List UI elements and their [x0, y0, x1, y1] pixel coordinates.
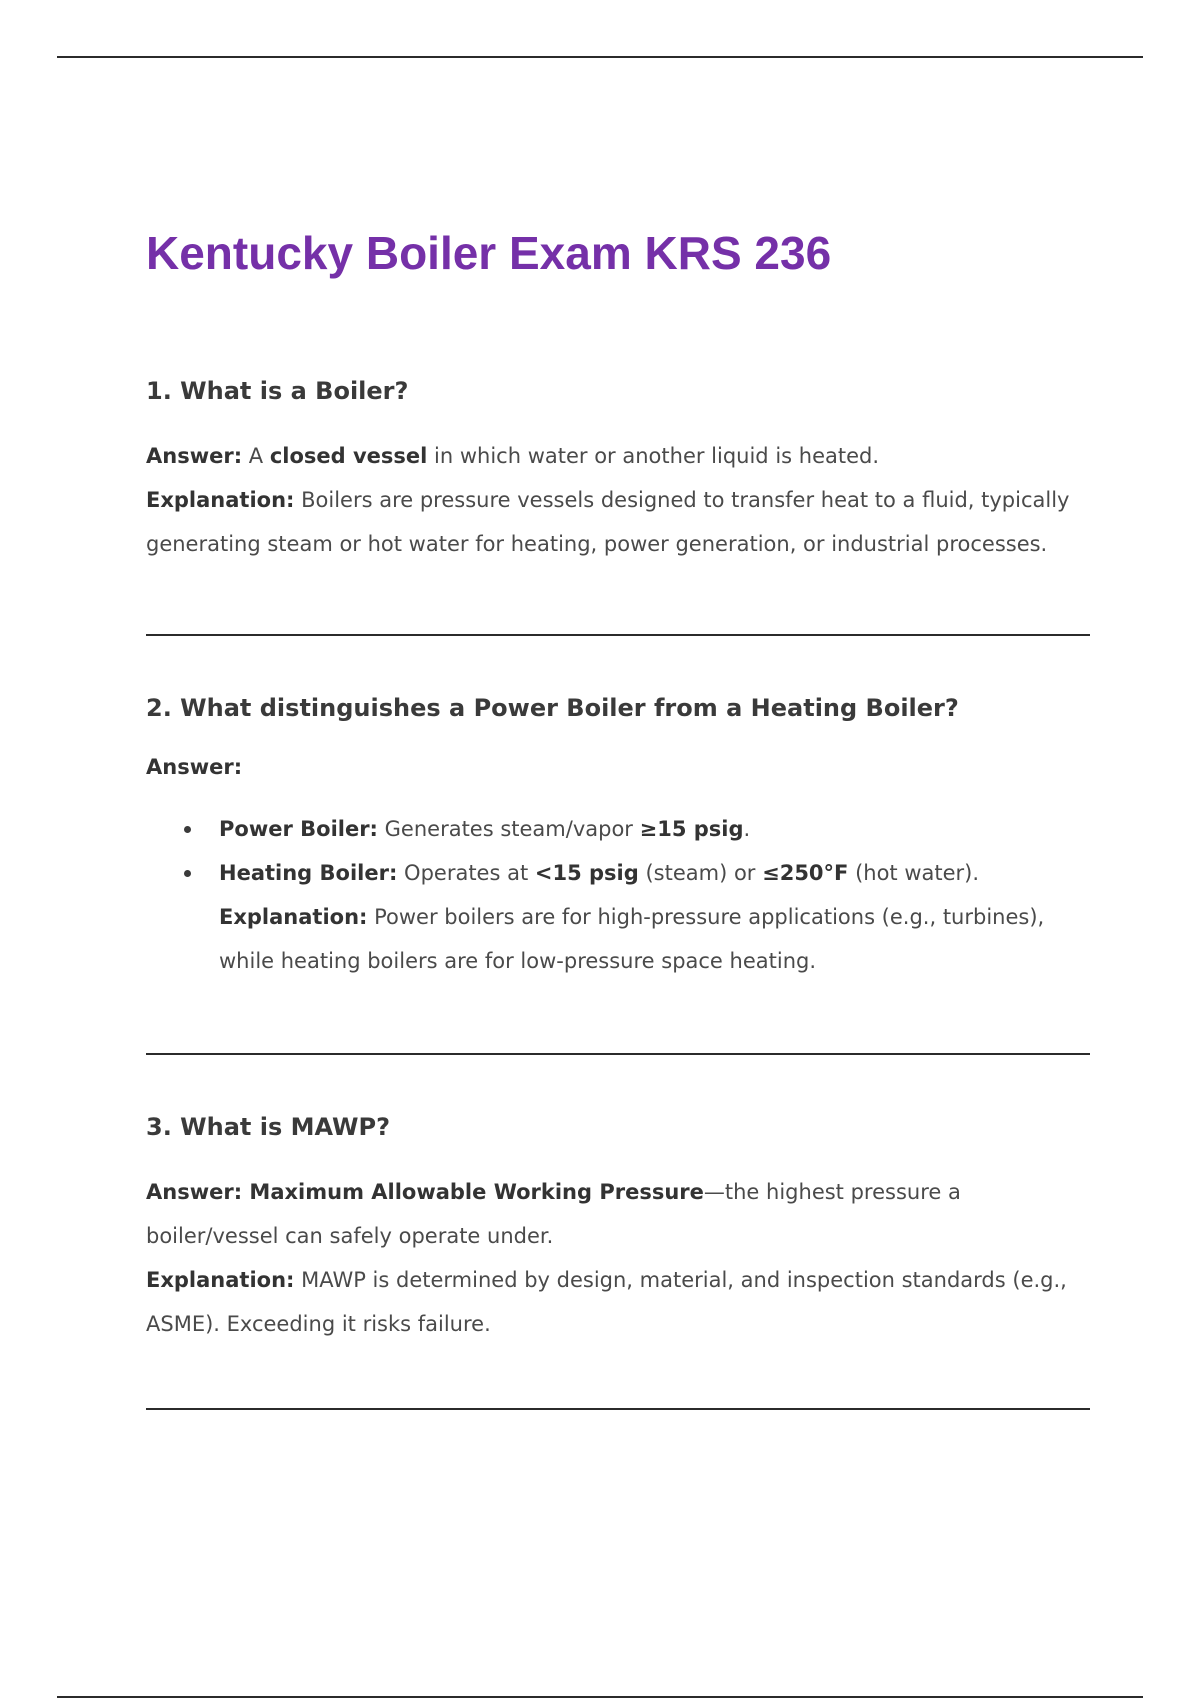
- question-1-answer: [146, 434, 1090, 566]
- answer-text: A: [242, 443, 270, 468]
- question-2-heading: 2. What distinguishes a Power Boiler from a Heating Boiler?: [146, 694, 959, 722]
- bullet-label: Power Boiler:: [219, 816, 378, 841]
- bullet-text: Generates steam/vapor: [377, 816, 640, 841]
- bullet-bold: <15 psig: [534, 860, 639, 885]
- document-title: Kentucky Boiler Exam KRS 236: [146, 227, 832, 279]
- answer-label: Answer:: [146, 1179, 243, 1204]
- bullet-icon: [184, 870, 191, 877]
- question-3-heading: 3. What is MAWP?: [146, 1113, 390, 1141]
- explanation-label: Explanation:: [146, 487, 295, 512]
- bullet-text: (hot water).: [848, 860, 980, 885]
- question-1: [146, 377, 1090, 566]
- answer-bold: Maximum Allowable Working Pressure: [242, 1179, 704, 1204]
- list-item: [146, 807, 1090, 851]
- bullet-text: .: [743, 816, 751, 841]
- bullet-label: Heating Boiler:: [219, 860, 398, 885]
- explanation-text: MAWP is determined by design, material, and inspection standards (e.g., ASME). Exceeding it risks failure.: [146, 1267, 1067, 1336]
- explanation-label: Explanation:: [219, 904, 368, 929]
- question-3: [146, 1113, 1090, 1346]
- answer-text: in which water or another liquid is heated.: [427, 443, 880, 468]
- bullet-bold: ≥15 psig: [639, 816, 744, 841]
- explanation-label: Explanation:: [146, 1267, 295, 1292]
- answer-label: Answer:: [146, 443, 243, 468]
- answer-bold: closed vessel: [269, 443, 428, 468]
- bullet-text: (steam) or: [638, 860, 763, 885]
- question-2-answer-label: Answer:: [146, 754, 243, 779]
- section-divider: [146, 1053, 1090, 1055]
- question-2: [146, 694, 1090, 983]
- section-divider: [146, 634, 1090, 636]
- question-3-answer: [146, 1170, 1090, 1346]
- bullet-icon: [184, 826, 191, 833]
- page-bottom-rule: [57, 1696, 1143, 1698]
- page-top-rule: [57, 56, 1143, 58]
- bullet-text: Operates at: [397, 860, 535, 885]
- section-divider: [146, 1408, 1090, 1410]
- bullet-bold: ≤250°F: [762, 860, 849, 885]
- list-item: [146, 851, 1090, 983]
- explanation-text: Boilers are pressure vessels designed to transfer heat to a fluid, typically generating steam or hot water for heating, power generation, or industrial processes.: [146, 487, 1070, 556]
- question-1-heading: 1. What is a Boiler?: [146, 377, 409, 405]
- answer-text: —the highest pressure a boiler/vessel can safely operate under.: [146, 1179, 961, 1248]
- question-2-bullet-list: [146, 807, 1090, 983]
- explanation-text: Power boilers are for high-pressure applications (e.g., turbines), while heating boilers are for low-pressure space heating.: [219, 904, 1045, 973]
